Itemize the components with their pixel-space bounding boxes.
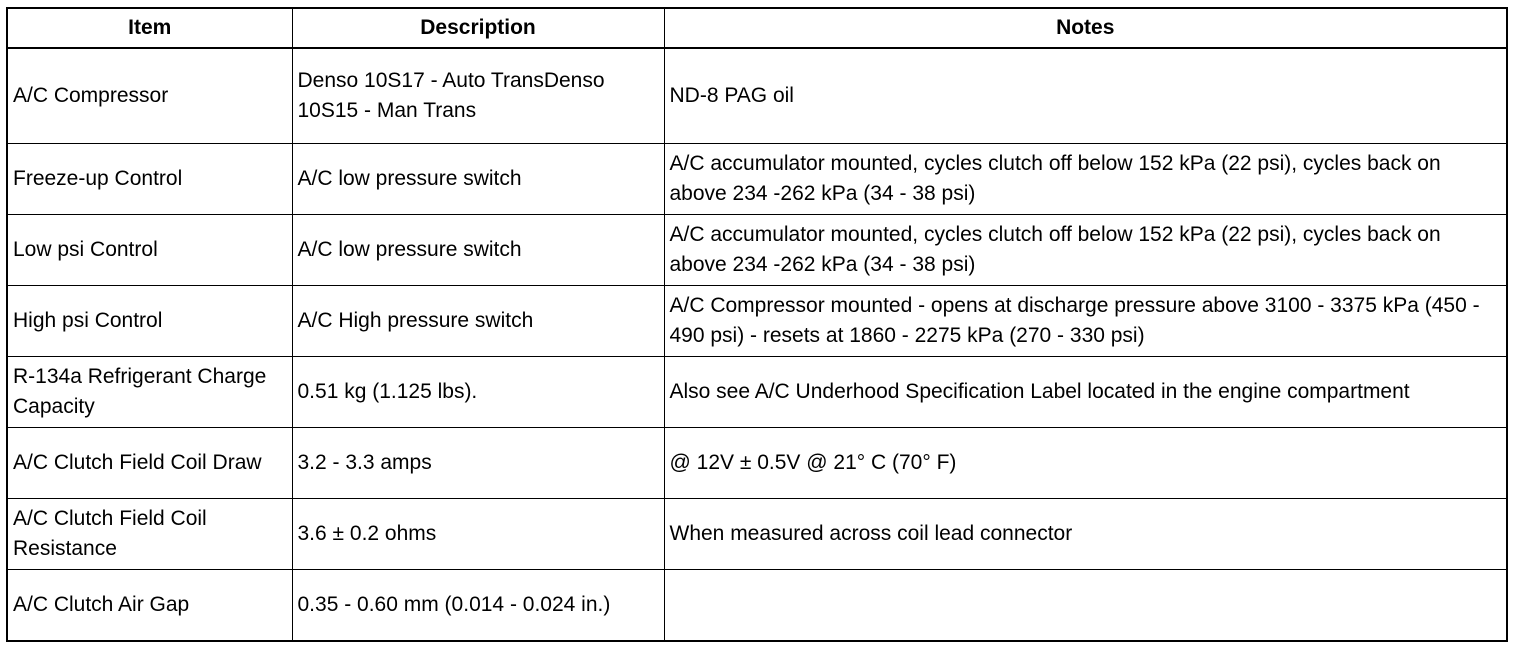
cell-item: A/C Clutch Field Coil Draw (7, 428, 292, 499)
cell-item: Freeze-up Control (7, 144, 292, 215)
table-row (7, 570, 1507, 642)
cell-description: 0.51 kg (1.125 lbs). (292, 357, 664, 428)
cell-notes: A/C Compressor mounted - opens at discharge pressure above 3100 - 3375 kPa (450 - 490 psi) - resets at 1860 - 2275 kPa (270 - 330 psi) (664, 286, 1507, 357)
header-notes: Notes (664, 8, 1507, 48)
cell-item: A/C Clutch Field Coil Resistance (7, 499, 292, 570)
cell-notes: A/C accumulator mounted, cycles clutch off below 152 kPa (22 psi), cycles back on above 234 -262 kPa (34 - 38 psi) (664, 215, 1507, 286)
cell-notes: A/C accumulator mounted, cycles clutch off below 152 kPa (22 psi), cycles back on above 234 -262 kPa (34 - 38 psi) (664, 144, 1507, 215)
table-row (7, 357, 1507, 428)
cell-description: 3.6 ± 0.2 ohms (292, 499, 664, 570)
cell-notes (664, 570, 1507, 642)
cell-item: Low psi Control (7, 215, 292, 286)
cell-notes: When measured across coil lead connector (664, 499, 1507, 570)
specifications-table (6, 7, 1508, 642)
table-row (7, 215, 1507, 286)
table-row (7, 286, 1507, 357)
cell-item: A/C Clutch Air Gap (7, 570, 292, 642)
table-row (7, 499, 1507, 570)
cell-description: 0.35 - 0.60 mm (0.014 - 0.024 in.) (292, 570, 664, 642)
table-row (7, 428, 1507, 499)
cell-notes: @ 12V ± 0.5V @ 21° C (70° F) (664, 428, 1507, 499)
cell-item: High psi Control (7, 286, 292, 357)
cell-description: A/C low pressure switch (292, 144, 664, 215)
cell-description: A/C High pressure switch (292, 286, 664, 357)
header-item: Item (7, 8, 292, 48)
cell-description: A/C low pressure switch (292, 215, 664, 286)
cell-description: 3.2 - 3.3 amps (292, 428, 664, 499)
cell-notes: Also see A/C Underhood Specification Label located in the engine compartment (664, 357, 1507, 428)
table-row (7, 48, 1507, 144)
cell-item: R-134a Refrigerant Charge Capacity (7, 357, 292, 428)
cell-description: Denso 10S17 - Auto TransDenso 10S15 - Man Trans (292, 48, 664, 144)
cell-item: A/C Compressor (7, 48, 292, 144)
cell-notes: ND-8 PAG oil (664, 48, 1507, 144)
header-description: Description (292, 8, 664, 48)
header-row (7, 8, 1507, 48)
table-row (7, 144, 1507, 215)
